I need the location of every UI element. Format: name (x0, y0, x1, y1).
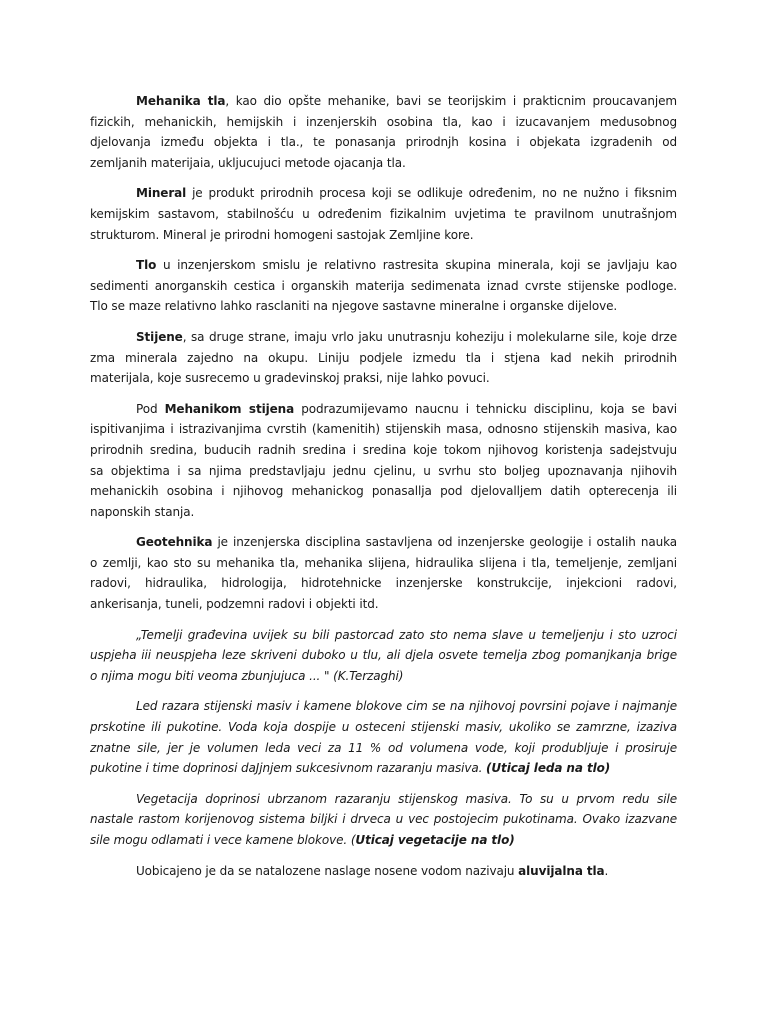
text-run: Pod (136, 401, 165, 416)
text-line (90, 112, 677, 133)
text-line (90, 153, 677, 174)
text-line (90, 419, 677, 440)
text-line (90, 809, 677, 830)
text-run: sedimenti anorganskih cestica i organskih materija sedimenata iznad cvrste stijenske podloge. (90, 278, 677, 293)
text-line (90, 183, 677, 204)
paragraph (90, 255, 677, 317)
bold-text: Uticaj vegetacije na tlo) (355, 833, 515, 847)
bold-text: Tlo (136, 258, 157, 273)
text-run: je inzenjerska disciplina sastavljena od inzenjerske geologije i ostalih nauka (212, 535, 677, 550)
text-run: , sa druge strane, imaju vrlo jaku unutrasnju koheziju i molekularne sile, koje drze (182, 329, 677, 344)
paragraph (90, 696, 677, 778)
text-line (90, 225, 677, 246)
text-run: znatne sile, jer je volumen leda veci za 11 % od volumena vode, koji produbljuje i prosiruje (90, 740, 677, 755)
text-run: u inzenjerskom smislu je relativno rastresita skupina minerala, koji se javljaju kao (156, 258, 677, 273)
text-line (90, 830, 677, 851)
text-run: , kao dio opšte mehanike, bavi se teorijskim i prakticnim proucavanjem (225, 94, 677, 108)
text-run: zma minerala zajedno na okupu. Liniju podjele izmedu tla i stjena kad nekih prirodnih (90, 350, 677, 365)
text-line (90, 738, 677, 759)
text-run: ispitivanjima i istrazivanjima cvrstih (kamenitih) stijenskih masa, odnosno stijenskih masiva, kao (90, 422, 677, 437)
text-line (90, 481, 677, 502)
bold-text: Mehanika tla (136, 94, 226, 108)
text-line (90, 861, 677, 882)
text-line (90, 327, 677, 348)
text-run: prskotine ili pukotine. Voda koja dospije u osteceni stijenski masiv, ukoliko se zamrzne, izaziva (90, 720, 677, 735)
text-run: podrazumijevamo naucnu i tehnicku disciplinu, koja se bavi (294, 401, 677, 416)
text-run: strukturom. Mineral je prirodni homogeni sastojak Zemljine kore. (90, 227, 474, 242)
text-run: djelovanja između objekta i tla., te ponasanja prirodnjh kosina i objekata izgradenih od (90, 135, 677, 150)
bold-text: Mehanikom stijena (164, 401, 295, 416)
text-line (90, 461, 677, 482)
text-line (90, 645, 677, 666)
text-line (90, 696, 677, 717)
text-line (90, 204, 677, 225)
text-line (90, 789, 677, 810)
bold-text: Geotehnika (136, 535, 213, 550)
text-run: Vegetacija doprinosi ubrzanom razaranju stijenskog masiva. To su u prvom redu sile (136, 791, 677, 806)
text-line (90, 553, 677, 574)
paragraph (90, 327, 677, 389)
text-run: sa objektima i sa njima predstavljaju jednu cjelinu, u svrhu sto boljeg upoznavanja njihovih (90, 463, 677, 478)
text-run: o njima mogu biti veoma zbunjujuca ... " (K.Terzaghi) (90, 668, 404, 683)
paragraph (90, 625, 677, 687)
document-page (90, 91, 677, 891)
text-run: sile mogu odlamati i vece kamene blokove. ( (90, 833, 356, 847)
text-line (90, 532, 677, 553)
text-line (90, 717, 677, 738)
text-run: ankerisanja, tuneli, podzemni radovi i objekti itd. (90, 597, 379, 612)
text-run: Led razara stijenski masiv i kamene blokove cim se na njihovoj povrsini pojave i najmanje (136, 699, 677, 714)
paragraph (90, 399, 677, 523)
text-run: o zemlji, kao sto su mehanika tla, mehanika slijena, hidraulika slijena i tla, temeljenje, zemljani (90, 555, 677, 570)
text-run: „Temelji građevina uvijek su bili pastorcad zato sto nema slave u temeljenju i sto uzroci (136, 627, 677, 642)
text-run: . (604, 863, 609, 878)
text-line (90, 666, 677, 687)
text-line (90, 758, 677, 779)
text-run: naponskih stanja. (90, 504, 195, 519)
text-run: uspjeha iii neuspjeha leze skriveni duboko u tlu, ali djela osvete temelja zbog pomanjkanja brige (90, 648, 677, 663)
bold-text: Stijene (136, 329, 183, 344)
text-run: materijala, koje susrecemo u gradevinskoj praksi, nije lahko povuci. (90, 371, 490, 386)
text-line (90, 255, 677, 276)
text-run: Tlo se maze relativno lahko rasclaniti na njegove sastavne mineralne i organske dijelove. (90, 299, 618, 314)
text-line (90, 132, 677, 153)
text-line (90, 348, 677, 369)
text-run: prirodnih sredina, buducih radnih sredina i sredina koje tokom njihovog koristenja sadejstvuju (90, 442, 677, 457)
text-run: zemljanih materijaia, ukljucujuci metode ojacanja tla. (90, 155, 406, 170)
paragraph (90, 183, 677, 245)
text-run: radovi, hidraulika, hidrologija, hidrotehnicke inzenjerske konstrukcije, injekcioni radovi, (90, 576, 677, 591)
paragraph (90, 91, 677, 173)
paragraph (90, 789, 677, 851)
text-run: pukotine i time doprinosi daJjnjem sukcesivnom razaranju masiva. (90, 761, 487, 776)
text-line (90, 625, 677, 646)
text-run: je produkt prirodnih procesa koji se odlikuje određenim, no ne nužno i fiksnim (186, 186, 677, 201)
text-line (90, 502, 677, 523)
bold-text: (Uticaj leda na tlo) (486, 761, 611, 776)
text-line (90, 440, 677, 461)
text-run: Uobicajeno je da se natalozene naslage nosene vodom nazivaju (136, 863, 519, 878)
paragraph (90, 861, 677, 882)
text-run: fizickih, mehanickih, hemijskih i inzenjerskih osobina tla, kao i izucavanjem medusobnog (90, 114, 677, 129)
text-line (90, 573, 677, 594)
paragraph (90, 532, 677, 614)
text-line (90, 399, 677, 420)
text-line (90, 91, 677, 112)
text-line (90, 296, 677, 317)
text-line (90, 368, 677, 389)
text-run: kemijskim sastavom, stabilnošću u određenim fizikalnim uvjetima te pravilnom unutrašnjom (90, 206, 677, 221)
text-run: nastale rastom korijenovog sistema biljki i drveca u vec postojecim pukotinama. Ovako izazvane (90, 812, 677, 827)
bold-text: aluvijalna tla (518, 863, 605, 878)
bold-text: Mineral (136, 186, 187, 201)
text-run: mehanickih osobina i njihovog mehanickog ponasallja pod djelovalljem datih opterecenja ili (90, 484, 677, 499)
text-line (90, 594, 677, 615)
text-line (90, 276, 677, 297)
